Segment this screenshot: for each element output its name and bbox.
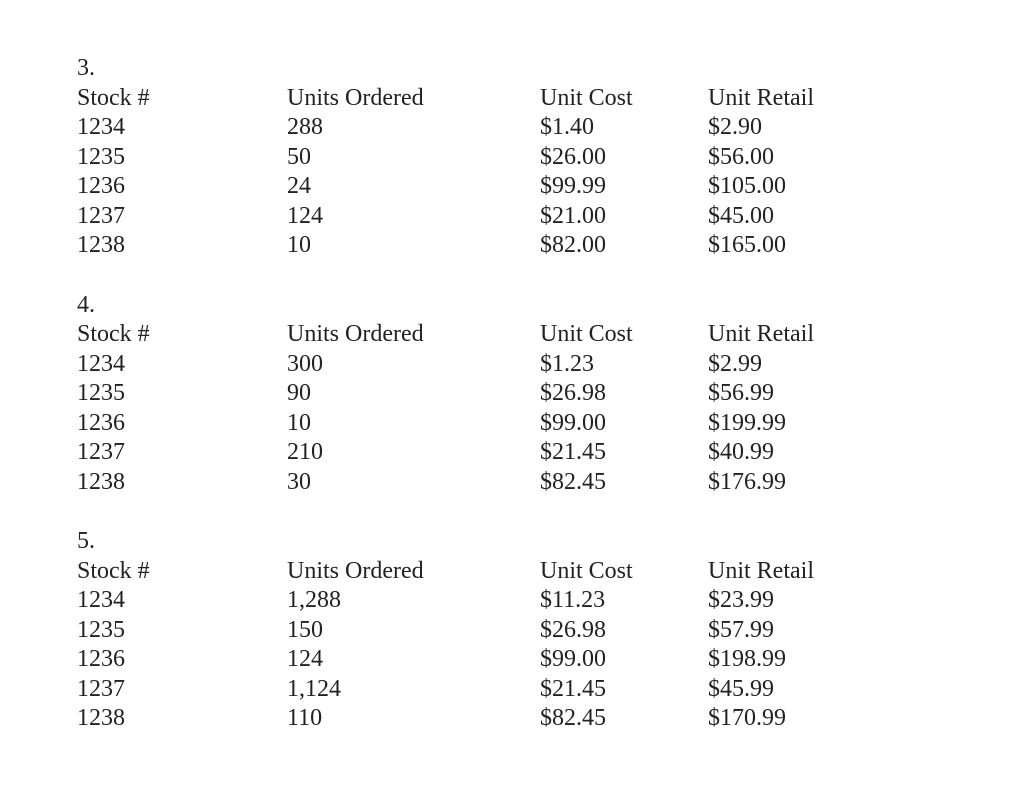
header-unit-retail: Unit Retail [708,84,814,111]
stock-cell: 1234 [77,114,125,140]
stock-cell: 1237 [77,439,125,465]
retail-cell: $2.99 [708,350,762,377]
retail-cell: $176.99 [708,468,786,495]
retail-cell: $105.00 [708,173,786,199]
units-cell: 30 [287,468,311,495]
problem-5 [77,527,977,734]
problem-number: 4. [77,291,95,318]
header-units-ordered: Units Ordered [287,321,424,347]
stock-cell: 1236 [77,173,125,199]
table-header-row [77,320,977,350]
table-header-row [77,84,977,114]
stock-cell: 1235 [77,143,125,170]
cost-cell: $82.00 [540,232,606,258]
header-stock: Stock # [77,557,150,584]
cost-cell: $99.00 [540,646,606,672]
stock-cell: 1238 [77,232,125,258]
table-row [77,202,977,232]
cost-cell: $99.99 [540,173,606,199]
cost-cell: $82.45 [540,705,606,731]
stock-cell: 1234 [77,350,125,377]
units-cell: 50 [287,143,311,170]
stock-cell: 1236 [77,646,125,672]
units-cell: 90 [287,380,311,406]
stock-cell: 1235 [77,380,125,406]
retail-cell: $56.99 [708,380,774,406]
retail-cell: $165.00 [708,232,786,258]
header-unit-retail: Unit Retail [708,557,814,584]
cost-cell: $99.00 [540,409,606,436]
table-row [77,586,977,616]
header-unit-cost: Unit Cost [540,84,633,111]
cost-cell: $11.23 [540,587,606,613]
retail-cell: $45.99 [708,675,774,702]
units-cell: 1,288 [287,587,341,613]
cost-cell: $1.40 [540,114,594,140]
units-cell: 288 [287,114,323,140]
cost-cell: $26.98 [540,616,606,643]
cost-cell: $1.23 [540,350,594,377]
table-row [77,438,977,468]
header-stock: Stock # [77,321,150,347]
table-row [77,616,977,646]
retail-cell: $2.90 [708,114,762,140]
cost-cell: $82.45 [540,468,606,495]
table-row [77,409,977,439]
header-unit-retail: Unit Retail [708,321,814,347]
units-cell: 24 [287,173,311,199]
units-cell: 1,124 [287,675,341,702]
stock-cell: 1236 [77,409,125,436]
table-row [77,645,977,675]
document-body [77,54,977,764]
units-cell: 124 [287,202,323,229]
stock-cell: 1237 [77,202,125,229]
header-unit-cost: Unit Cost [540,321,633,347]
units-cell: 300 [287,350,323,377]
units-cell: 10 [287,232,311,258]
cost-cell: $21.45 [540,439,606,465]
problem-number: 5. [77,528,95,554]
retail-cell: $40.99 [708,439,774,465]
units-cell: 10 [287,409,311,436]
table-row [77,675,977,705]
table-row [77,172,977,202]
stock-cell: 1235 [77,616,125,643]
cost-cell: $21.00 [540,202,606,229]
header-units-ordered: Units Ordered [287,84,424,111]
retail-cell: $198.99 [708,646,786,672]
table-row [77,143,977,173]
units-cell: 210 [287,439,323,465]
problem-3 [77,54,977,261]
table-row [77,231,977,261]
retail-cell: $170.99 [708,705,786,731]
table-row [77,468,977,498]
cost-cell: $21.45 [540,675,606,702]
units-cell: 150 [287,616,323,643]
stock-cell: 1237 [77,675,125,702]
retail-cell: $57.99 [708,616,774,643]
stock-cell: 1238 [77,705,125,731]
table-header-row [77,557,977,587]
units-cell: 110 [287,705,323,731]
problem-4 [77,291,977,498]
header-unit-cost: Unit Cost [540,557,633,584]
problem-number: 3. [77,55,95,81]
retail-cell: $23.99 [708,587,774,613]
header-units-ordered: Units Ordered [287,557,424,584]
retail-cell: $45.00 [708,202,774,229]
stock-cell: 1234 [77,587,125,613]
table-row [77,379,977,409]
units-cell: 124 [287,646,323,672]
table-row [77,113,977,143]
cost-cell: $26.98 [540,380,606,406]
cost-cell: $26.00 [540,143,606,170]
header-stock: Stock # [77,84,150,111]
stock-cell: 1238 [77,468,125,495]
retail-cell: $199.99 [708,409,786,436]
retail-cell: $56.00 [708,143,774,170]
table-row [77,704,977,734]
table-row [77,350,977,380]
